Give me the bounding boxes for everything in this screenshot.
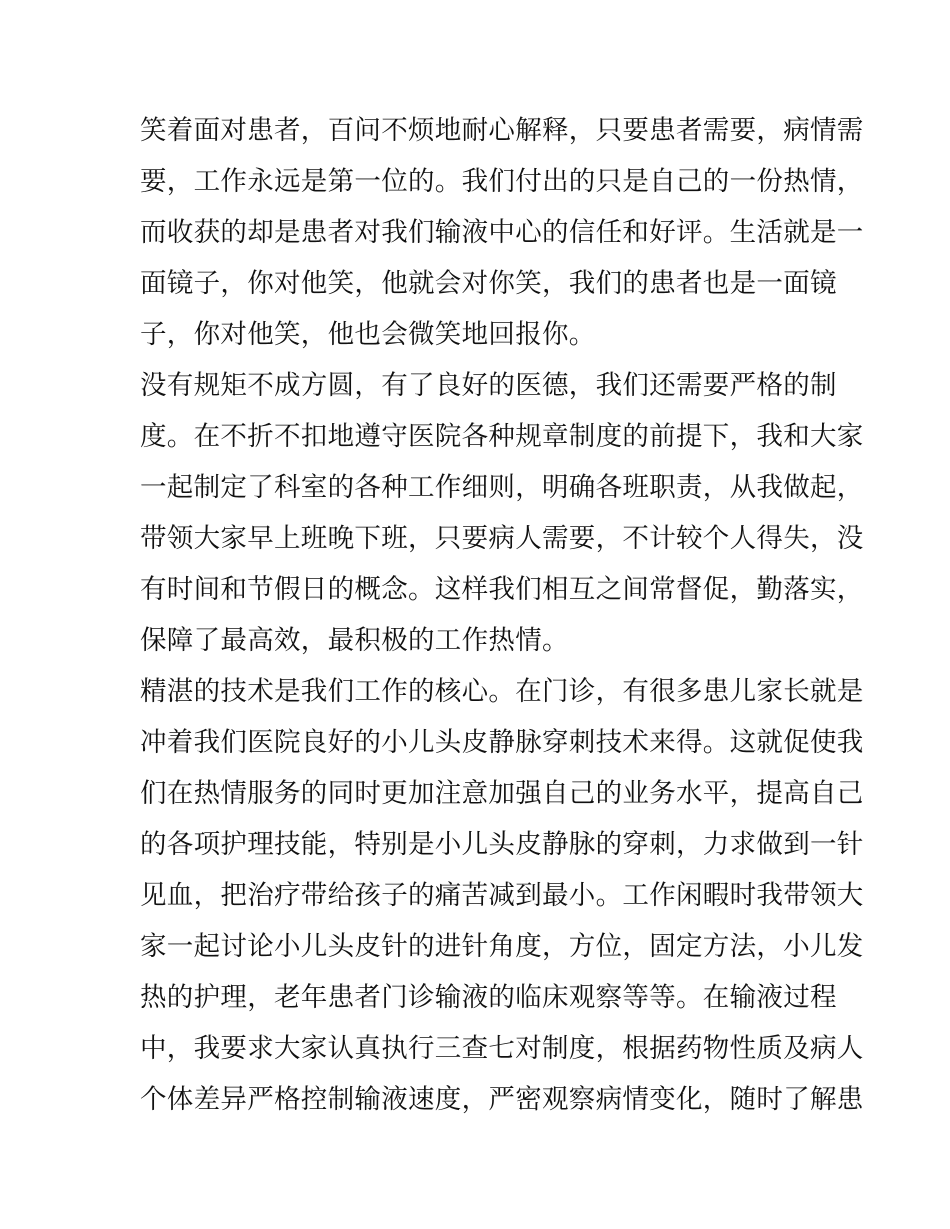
text-line: 精湛的技术是我们工作的核心。在门诊，有很多患儿家长就是 — [140, 676, 864, 707]
text-line: 的各项护理技能，特别是小儿头皮静脉的穿刺，力求做到一针 — [140, 829, 864, 860]
text-line: 中，我要求大家认真执行三查七对制度，根据药物性质及病人 — [140, 1033, 864, 1064]
text-line: 度。在不折不扣地遵守医院各种规章制度的前提下，我和大家 — [140, 421, 864, 452]
text-line: 个体差异严格控制输液速度，严密观察病情变化，随时了解患 — [140, 1084, 864, 1115]
text-line: 笑着面对患者，百问不烦地耐心解释，只要患者需要，病情需 — [140, 115, 864, 146]
text-line: 没有规矩不成方圆，有了良好的医德，我们还需要严格的制 — [140, 370, 837, 401]
text-line: 热的护理，老年患者门诊输液的临床观察等等。在输液过程 — [140, 982, 837, 1013]
text-line: 面镜子，你对他笑，他就会对你笑，我们的患者也是一面镜 — [140, 268, 837, 299]
text-line: 保障了最高效，最积极的工作热情。 — [140, 625, 569, 656]
text-line: 带领大家早上班晚下班，只要病人需要，不计较个人得失，没 — [140, 523, 864, 554]
text-line: 们在热情服务的同时更加注意加强自己的业务水平，提高自己 — [140, 778, 864, 809]
text-line: 而收获的却是患者对我们输液中心的信任和好评。生活就是一 — [140, 217, 864, 248]
text-line: 子，你对他笑，他也会微笑地回报你。 — [140, 319, 596, 350]
text-line: 冲着我们医院良好的小儿头皮静脉穿刺技术来得。这就促使我 — [140, 727, 864, 758]
text-line: 见血，把治疗带给孩子的痛苦减到最小。工作闲暇时我带领大 — [140, 880, 864, 911]
text-line: 有时间和节假日的概念。这样我们相互之间常督促，勤落实， — [140, 574, 864, 605]
text-line: 要，工作永远是第一位的。我们付出的只是自己的一份热情， — [140, 166, 864, 197]
text-line: 一起制定了科室的各种工作细则，明确各班职责，从我做起， — [140, 472, 864, 503]
body-text — [140, 105, 864, 1125]
text-line: 家一起讨论小儿头皮针的进针角度，方位，固定方法，小儿发 — [140, 931, 864, 962]
